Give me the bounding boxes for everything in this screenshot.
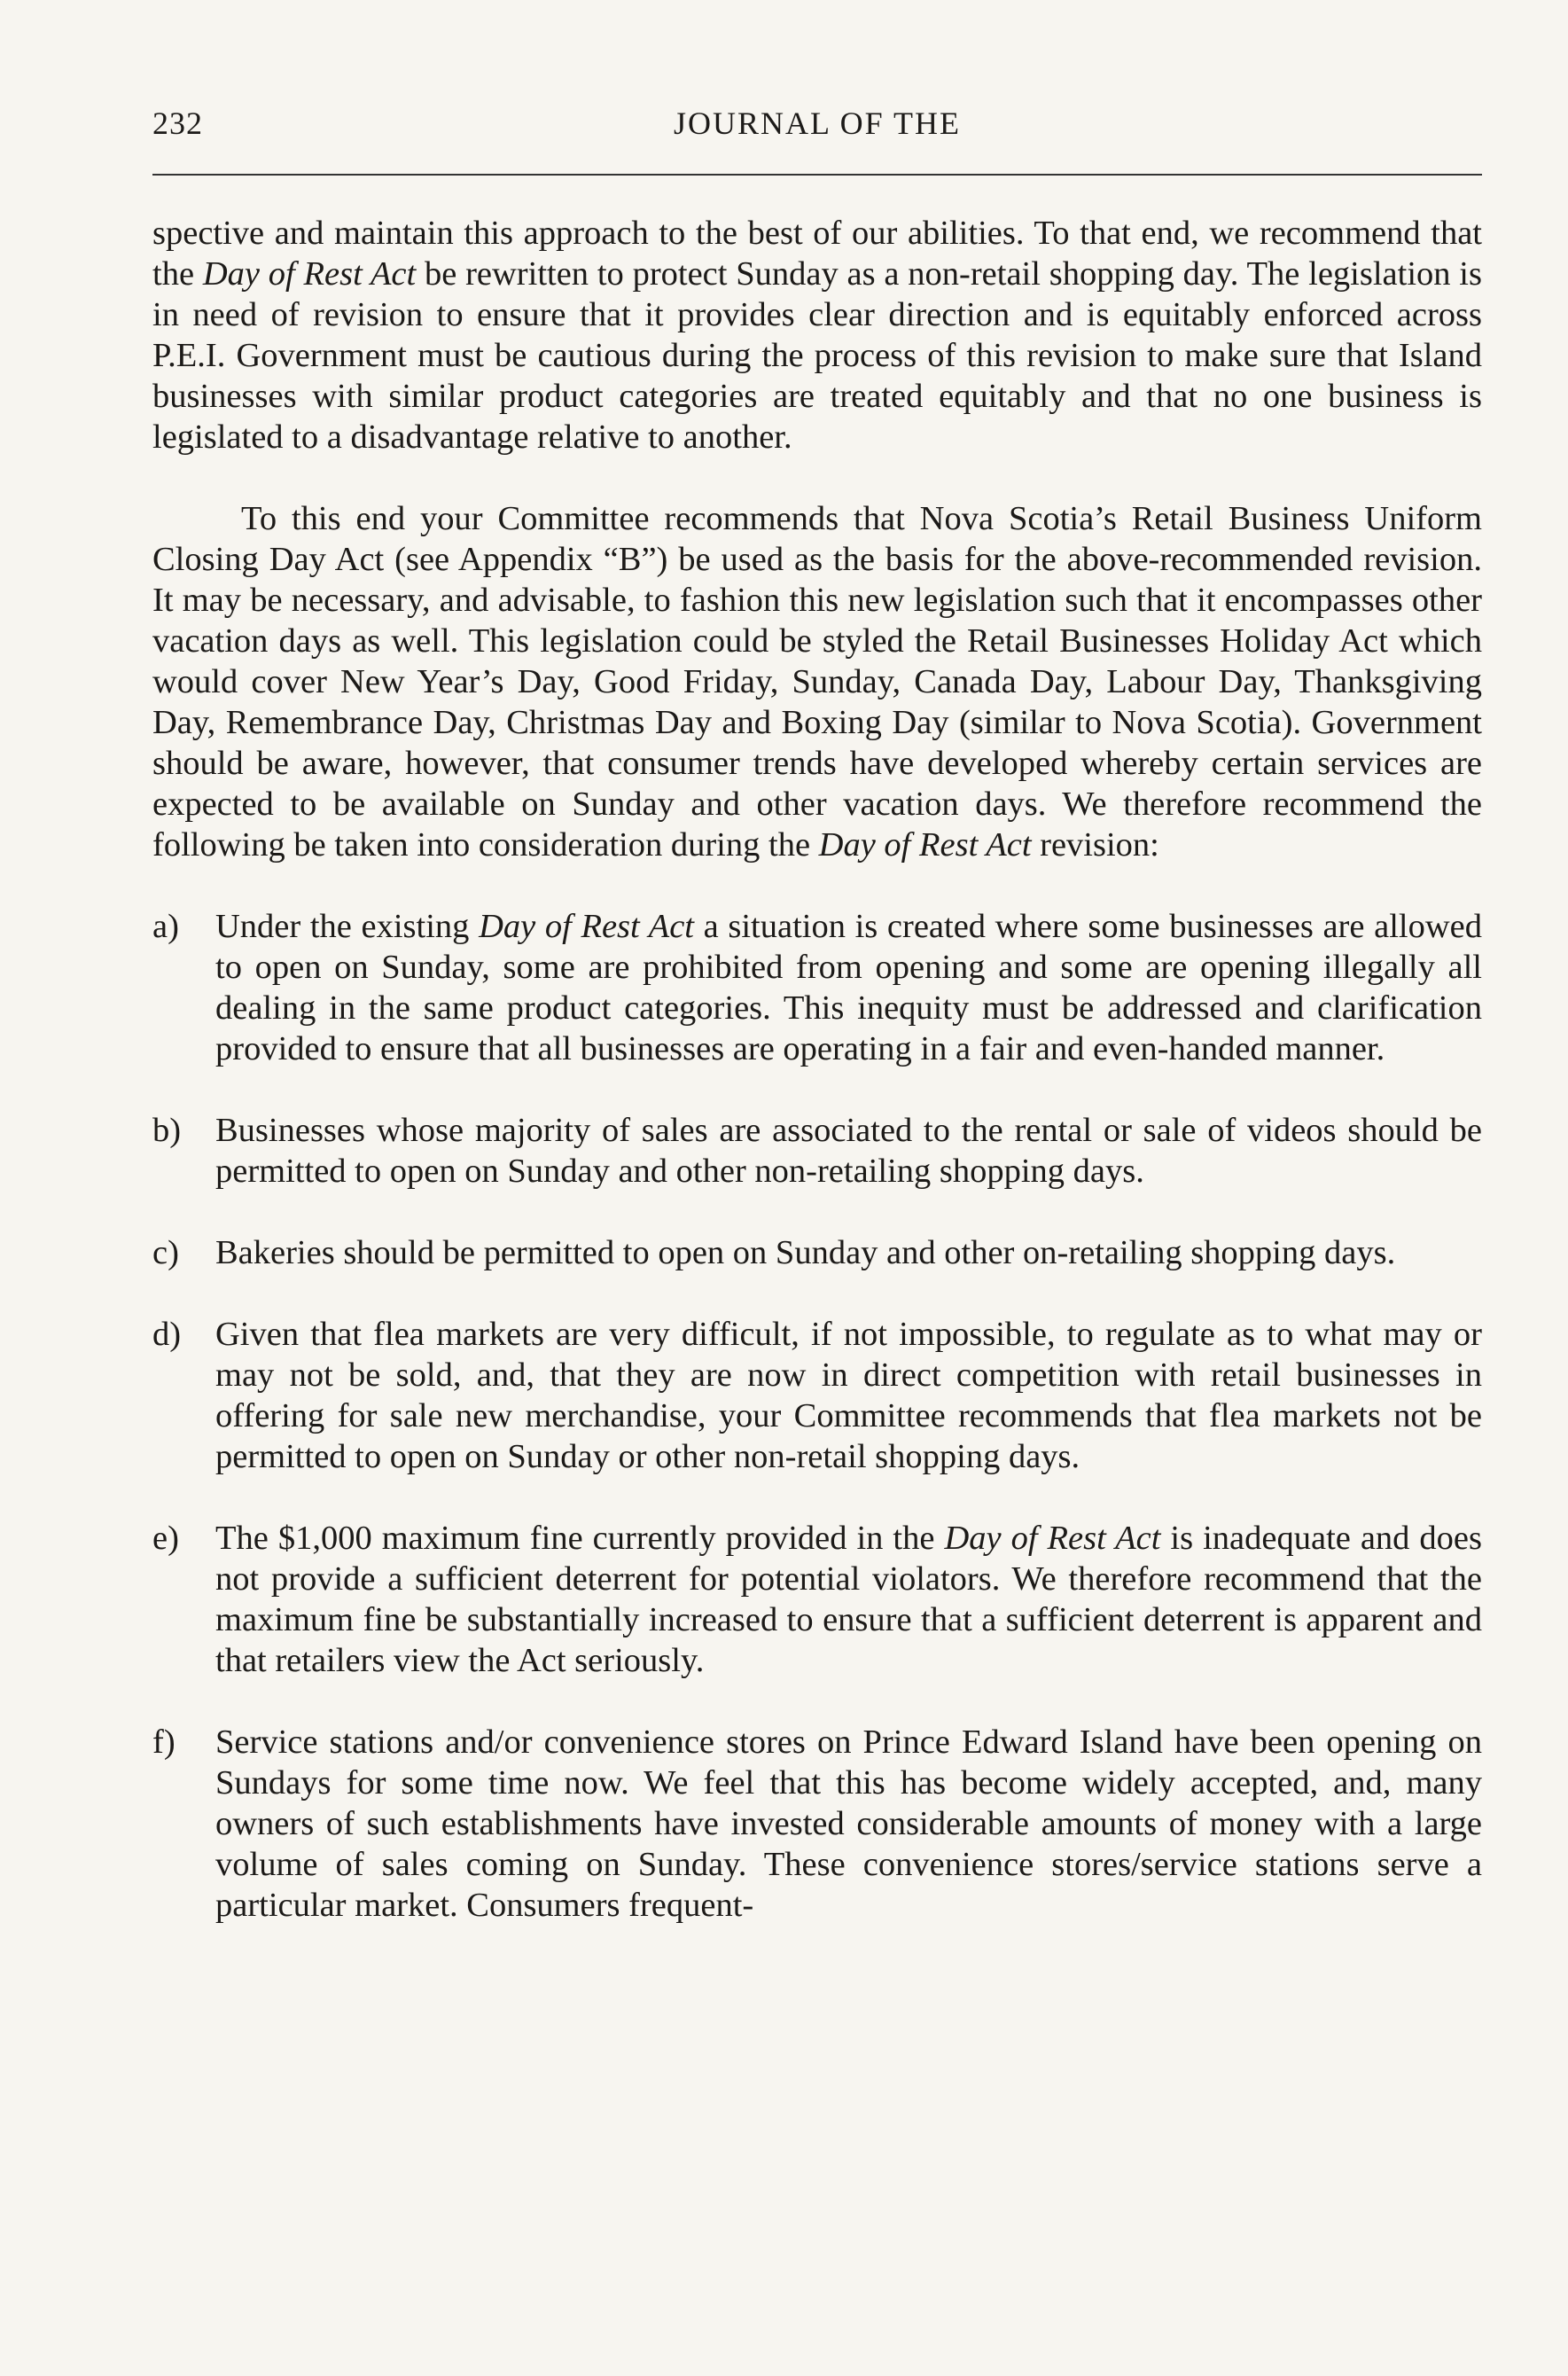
journal-page — [152, 89, 1482, 1924]
page-number: 232 — [152, 106, 203, 141]
list-item-text: Businesses whose majority of sales are associated to the rental or sale of videos should be permitted to open on Sunday and other non-retailing shopping days. — [215, 1112, 1482, 1190]
list-item-text: Bakeries should be permitted to open on Sunday and other on-retailing shopping days. — [215, 1234, 1396, 1271]
header-rule — [152, 174, 1482, 176]
paragraph-continued: spective and maintain this approach to the best of our abilities. To that end, we recommend that the Day of Rest Act be rewritten to protect Sunday as a non-retail shopping day. The legislation is in need of revision to ensure that it provides clear direction and is equitably enforced across P.E.I. Government must be cautious during the process of this revision to make sure that Island businesses with similar product categories are treated equitably and that no one business is legislated to a disadvantage relative to another. — [152, 215, 1482, 456]
page-body — [152, 213, 1482, 1926]
act-title: Day of Rest Act — [479, 908, 694, 945]
page-header — [152, 89, 1482, 151]
running-head: JOURNAL OF THE — [673, 106, 961, 141]
list-item-e — [152, 1518, 1482, 1681]
act-title: Day of Rest Act — [818, 826, 1032, 864]
list-item-text: Given that flea markets are very difficult, if not impossible, to regulate as to what may or may not be sold, and, that they are now in direct competition with retail businesses in offering for sale new merchandise, your Committee recommends that flea markets not be permitted to open on Sunday or other non-retail shopping days. — [215, 1316, 1482, 1475]
list-marker: b) — [152, 1112, 182, 1149]
list-item-d — [152, 1314, 1482, 1477]
list-marker: f) — [152, 1723, 176, 1761]
list-item-a — [152, 906, 1482, 1069]
list-item-c — [152, 1232, 1482, 1273]
list-item-text: Under the existing Day of Rest Act a situation is created where some businesses are allowed to open on Sunday, some are prohibited from opening and some are opening illegally all dealing in the same product categories. This inequity must be addressed and clarification provided to ensure that all businesses are operating in a fair and even-handed manner. — [215, 908, 1482, 1067]
list-item-text: The $1,000 maximum fine currently provided in the Day of Rest Act is inadequate and does not provide a sufficient deterrent for potential violators. We therefore recommend that the maximum fine be substantially increased to ensure that a sufficient deterrent is apparent and that retailers view the Act seriously. — [215, 1520, 1482, 1679]
list-marker: a) — [152, 908, 179, 945]
list-item-text: Service stations and/or convenience stores on Prince Edward Island have been opening on Sundays for some time now. We feel that this has become widely accepted, and, many owners of such establishments have invested considerable amounts of money with a large volume of sales coming on Sunday. These convenience stores/service stations serve a particular market. Consumers frequent- — [215, 1723, 1482, 1924]
act-title: Day of Rest Act — [202, 255, 417, 293]
act-title: Day of Rest Act — [944, 1520, 1161, 1557]
list-item-b — [152, 1110, 1482, 1192]
list-marker: d) — [152, 1316, 182, 1353]
list-marker: c) — [152, 1234, 179, 1271]
paragraph-recommendation: To this end your Committee recommends that Nova Scotia’s Retail Business Uniform Closing Day Act (see Appendix “B”) be used as the basis for the above-recommended revision. It may be necessary, and advisable, to fashion this new legislation such that it encompasses other vacation days as well. This legislation could be styled the Retail Businesses Holiday Act which would cover New Year’s Day, Good Friday, Sunday, Canada Day, Labour Day, Thanksgiving Day, Remembrance Day, Christmas Day and Boxing Day (similar to Nova Scotia). Government should be aware, however, that consumer trends have developed whereby certain services are expected to be available on Sunday and other vacation days. We therefore recommend the following be taken into consideration during the Day of Rest Act revision: — [152, 500, 1482, 864]
list-marker: e) — [152, 1520, 179, 1557]
list-item-f — [152, 1722, 1482, 1926]
